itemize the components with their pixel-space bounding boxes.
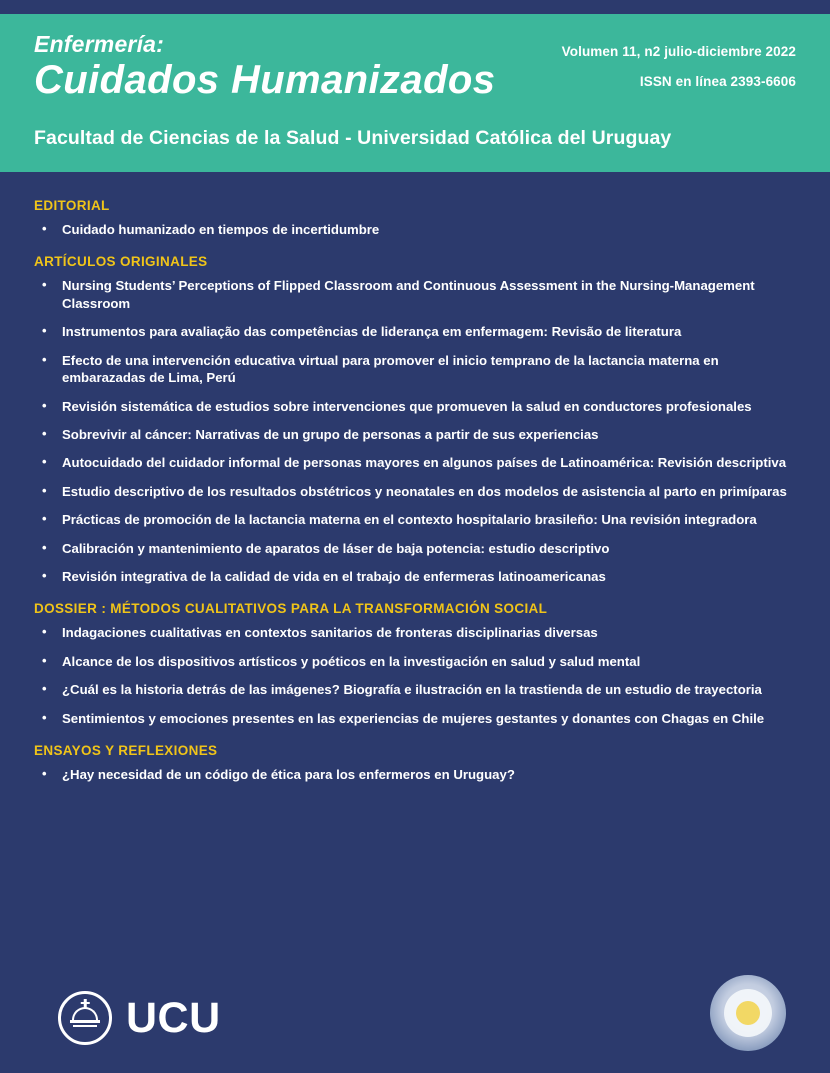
issue-info — [562, 44, 796, 89]
list-item[interactable]: • Revisión sistemática de estudios sobre intervenciones que promueven la salud en conductores profesionales — [34, 398, 796, 415]
cover-footer — [0, 953, 830, 1073]
journal-header — [0, 14, 830, 172]
university-crest-icon — [58, 991, 112, 1045]
volume-label: Volumen 11, n2 julio-diciembre 2022 — [561, 44, 796, 59]
faculty-line: Facultad de Ciencias de la Salud - Universidad Católica del Uruguay — [34, 127, 672, 150]
section-items-dossier — [34, 624, 796, 727]
list-item[interactable]: • Nursing Students’ Perceptions of Flipped Classroom and Continuous Assessment in the Nursing-Management Classroom — [34, 277, 796, 312]
ucu-wordmark: UCU — [126, 993, 221, 1042]
list-item[interactable]: • Calibración y mantenimiento de aparatos de láser de baja potencia: estudio descriptivo — [34, 540, 796, 557]
uruguay-seal-icon — [710, 975, 786, 1051]
section-title-ensayos: ENSAYOS Y REFLEXIONES — [34, 743, 218, 759]
list-item[interactable]: • Sentimientos y emociones presentes en las experiencias de mujeres gestantes y donantes con Chagas en Chile — [34, 710, 796, 727]
top-strip — [0, 0, 830, 14]
list-item[interactable]: • Alcance de los dispositivos artísticos y poéticos en la investigación en salud y salud mental — [34, 653, 796, 670]
list-item[interactable]: • Cuidado humanizado en tiempos de incertidumbre — [34, 221, 796, 238]
section-title-articulos: ARTÍCULOS ORIGINALES — [34, 254, 208, 270]
list-item[interactable]: • Revisión integrativa de la calidad de vida en el trabajo de enfermeras latinoamericanas — [34, 568, 796, 585]
list-item[interactable]: • Sobrevivir al cáncer: Narrativas de un grupo de personas a partir de sus experiencias — [34, 426, 796, 443]
ucu-logo — [58, 991, 221, 1045]
list-item[interactable]: • ¿Hay necesidad de un código de ética para los enfermeros en Uruguay? — [34, 766, 796, 783]
section-items-articulos — [34, 277, 796, 585]
list-item[interactable]: • Estudio descriptivo de los resultados obstétricos y neonatales en dos modelos de asistencia al parto en primíparas — [34, 483, 796, 500]
table-of-contents — [0, 172, 830, 784]
section-items-editorial — [34, 221, 796, 238]
list-item[interactable]: • ¿Cuál es la historia detrás de las imágenes? Biografía e ilustración en la trastienda de un estudio de trayectoria — [34, 681, 796, 698]
list-item[interactable]: • Instrumentos para avaliação das competências de liderança em enfermagem: Revisão de literatura — [34, 323, 796, 340]
journal-title: Cuidados Humanizados — [34, 58, 496, 103]
section-title-dossier: DOSSIER : MÉTODOS CUALITATIVOS PARA LA TRANSFORMACIÓN SOCIAL — [34, 601, 548, 617]
section-title-editorial: EDITORIAL — [34, 198, 110, 213]
journal-subtitle: Enfermería: — [34, 31, 165, 57]
section-items-ensayos — [34, 766, 796, 783]
issn-label: ISSN en línea 2393-6606 — [639, 74, 796, 89]
list-item[interactable]: • Autocuidado del cuidador informal de personas mayores en algunos países de Latinoamérica: Revisión descriptiva — [34, 454, 796, 471]
list-item[interactable]: • Prácticas de promoción de la lactancia materna en el contexto hospitalario brasileño: Una revisión integradora — [34, 511, 796, 528]
list-item[interactable]: • Efecto de una intervención educativa virtual para promover el inicio temprano de la lactancia materna en embarazadas de Lima, Perú — [34, 352, 796, 387]
list-item[interactable]: • Indagaciones cualitativas en contextos sanitarios de fronteras disciplinarias diversas — [34, 624, 796, 641]
